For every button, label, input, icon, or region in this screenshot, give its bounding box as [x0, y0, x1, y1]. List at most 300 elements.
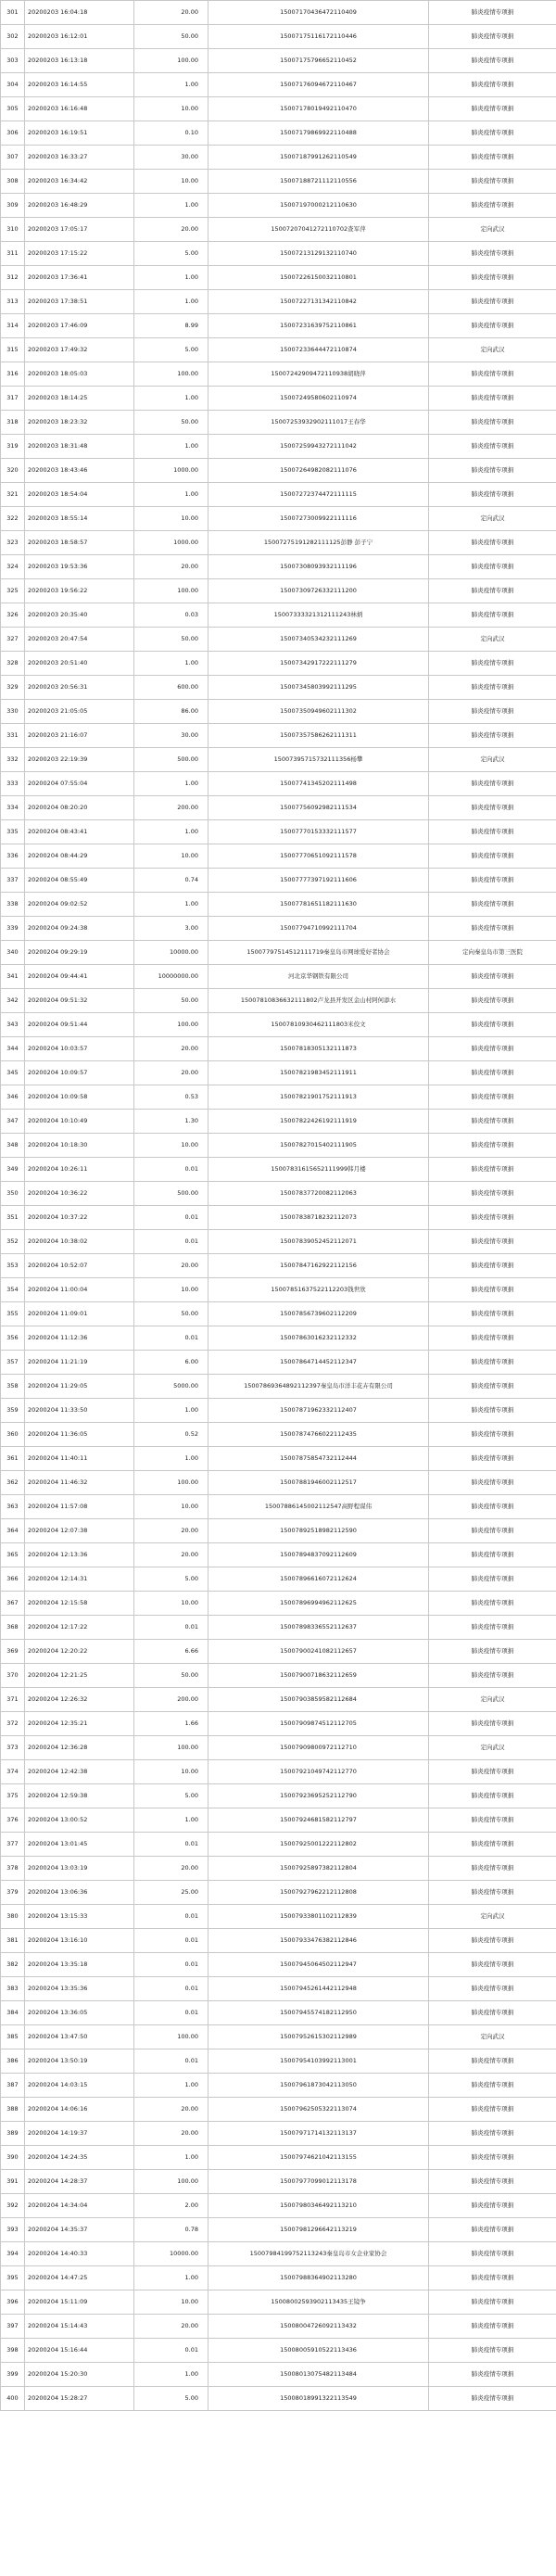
table-row	[1, 2074, 556, 2098]
table-row	[1, 1302, 556, 1326]
row-time: 20200204 12:36:28	[25, 1736, 134, 1760]
row-amount: 1.00	[134, 820, 208, 844]
row-index: 349	[1, 1158, 25, 1182]
row-purpose: 肺炎疫情专项捐	[429, 2122, 556, 2146]
row-account: 15007924681582112797	[208, 1808, 429, 1833]
row-time: 20200204 10:18:30	[25, 1134, 134, 1158]
row-purpose: 肺炎疫情专项捐	[429, 314, 556, 338]
row-account: 15007980346492113210	[208, 2194, 429, 2218]
row-purpose: 肺炎疫情专项捐	[429, 869, 556, 893]
row-index: 363	[1, 1495, 25, 1519]
row-account: 15007909874512112705	[208, 1712, 429, 1736]
table-row	[1, 97, 556, 121]
row-time: 20200204 13:47:50	[25, 2025, 134, 2049]
row-time: 20200204 10:36:22	[25, 1182, 134, 1206]
row-purpose: 肺炎疫情专项捐	[429, 2290, 556, 2315]
row-amount: 0.01	[134, 1230, 208, 1254]
row-amount: 5.00	[134, 1567, 208, 1592]
row-time: 20200204 12:17:22	[25, 1616, 134, 1640]
table-row	[1, 1543, 556, 1567]
row-amount: 1.00	[134, 387, 208, 411]
row-index: 374	[1, 1760, 25, 1784]
row-index: 321	[1, 483, 25, 507]
row-purpose: 肺炎疫情专项捐	[429, 435, 556, 459]
row-time: 20200204 09:44:41	[25, 965, 134, 989]
row-time: 20200204 13:16:10	[25, 1929, 134, 1953]
row-amount: 1000.00	[134, 459, 208, 483]
row-time: 20200204 13:03:19	[25, 1857, 134, 1881]
table-row	[1, 1977, 556, 2001]
table-row	[1, 1616, 556, 1640]
row-index: 316	[1, 362, 25, 387]
row-amount: 1.00	[134, 2266, 208, 2290]
row-time: 20200203 19:56:22	[25, 579, 134, 603]
table-row	[1, 73, 556, 97]
row-time: 20200203 20:35:40	[25, 603, 134, 628]
row-time: 20200204 08:43:41	[25, 820, 134, 844]
table-row	[1, 1423, 556, 1447]
row-time: 20200204 11:09:01	[25, 1302, 134, 1326]
row-purpose: 肺炎疫情专项捐	[429, 965, 556, 989]
row-purpose: 定向秦皇岛市第三医院	[429, 941, 556, 965]
row-purpose: 肺炎疫情专项捐	[429, 73, 556, 97]
table-row	[1, 1471, 556, 1495]
row-amount: 1.00	[134, 893, 208, 917]
row-time: 20200204 14:34:04	[25, 2194, 134, 2218]
row-index: 336	[1, 844, 25, 869]
row-account: 15007896616072112624	[208, 1567, 429, 1592]
row-account: 15007345803992111295	[208, 676, 429, 700]
row-index: 310	[1, 218, 25, 242]
row-time: 20200204 12:21:25	[25, 1664, 134, 1688]
row-account: 15007977099012113178	[208, 2170, 429, 2194]
row-time: 20200204 11:00:04	[25, 1278, 134, 1302]
row-amount: 200.00	[134, 796, 208, 820]
table-row	[1, 555, 556, 579]
table-row	[1, 170, 556, 194]
row-index: 344	[1, 1037, 25, 1061]
row-purpose: 肺炎疫情专项捐	[429, 1664, 556, 1688]
row-account: 15007863016232112332	[208, 1326, 429, 1351]
row-account: 15007827015402111905	[208, 1134, 429, 1158]
row-amount: 20.00	[134, 1519, 208, 1543]
row-account: 15008018991322113549	[208, 2387, 429, 2411]
table-row	[1, 1230, 556, 1254]
row-account: 15007170436472110409	[208, 1, 429, 25]
row-amount: 0.01	[134, 2049, 208, 2074]
row-account: 15007308093932111196	[208, 555, 429, 579]
row-purpose: 肺炎疫情专项捐	[429, 1616, 556, 1640]
table-row	[1, 989, 556, 1013]
row-time: 20200204 13:06:36	[25, 1881, 134, 1905]
row-account: 15007226150032110801	[208, 266, 429, 290]
row-amount: 10000000.00	[134, 965, 208, 989]
table-row	[1, 411, 556, 435]
row-account: 15007357586262111311	[208, 724, 429, 748]
table-row	[1, 1784, 556, 1808]
row-purpose: 肺炎疫情专项捐	[429, 266, 556, 290]
row-time: 20200204 14:06:16	[25, 2098, 134, 2122]
row-time: 20200203 20:51:40	[25, 652, 134, 676]
row-time: 20200203 16:14:55	[25, 73, 134, 97]
table-row	[1, 2387, 556, 2411]
row-amount: 0.52	[134, 1423, 208, 1447]
row-index: 371	[1, 1688, 25, 1712]
row-index: 366	[1, 1567, 25, 1592]
row-index: 317	[1, 387, 25, 411]
row-time: 20200203 22:19:39	[25, 748, 134, 772]
row-purpose: 肺炎疫情专项捐	[429, 2315, 556, 2339]
row-amount: 5000.00	[134, 1375, 208, 1399]
row-time: 20200203 16:48:29	[25, 194, 134, 218]
row-time: 20200204 14:47:25	[25, 2266, 134, 2290]
row-index: 395	[1, 2266, 25, 2290]
row-time: 20200204 08:44:29	[25, 844, 134, 869]
table-row	[1, 1953, 556, 1977]
row-amount: 10.00	[134, 170, 208, 194]
row-amount: 1.30	[134, 1110, 208, 1134]
row-index: 327	[1, 628, 25, 652]
row-purpose: 肺炎疫情专项捐	[429, 1495, 556, 1519]
table-row	[1, 1134, 556, 1158]
row-purpose: 肺炎疫情专项捐	[429, 1423, 556, 1447]
table-row	[1, 1929, 556, 1953]
row-account: 15007821983452111911	[208, 1061, 429, 1085]
row-index: 390	[1, 2146, 25, 2170]
row-account: 15007275191282111125彭静 彭子宁	[208, 531, 429, 555]
row-account: 15007233644472110874	[208, 338, 429, 362]
table-row	[1, 1881, 556, 1905]
row-time: 20200204 12:42:38	[25, 1760, 134, 1784]
row-index: 359	[1, 1399, 25, 1423]
row-amount: 20.00	[134, 1, 208, 25]
row-purpose: 肺炎疫情专项捐	[429, 2194, 556, 2218]
table-row	[1, 2315, 556, 2339]
row-purpose: 肺炎疫情专项捐	[429, 1977, 556, 2001]
row-index: 320	[1, 459, 25, 483]
table-row	[1, 2122, 556, 2146]
row-account: 15007945064502112947	[208, 1953, 429, 1977]
row-purpose: 肺炎疫情专项捐	[429, 290, 556, 314]
row-index: 330	[1, 700, 25, 724]
row-purpose: 定向武汉	[429, 2025, 556, 2049]
row-amount: 1.00	[134, 290, 208, 314]
row-purpose: 定向武汉	[429, 218, 556, 242]
row-amount: 600.00	[134, 676, 208, 700]
row-amount: 50.00	[134, 25, 208, 49]
row-time: 20200203 21:16:07	[25, 724, 134, 748]
table-row	[1, 772, 556, 796]
row-purpose: 肺炎疫情专项捐	[429, 483, 556, 507]
row-purpose: 肺炎疫情专项捐	[429, 579, 556, 603]
row-account: 15007927962212112808	[208, 1881, 429, 1905]
row-index: 357	[1, 1351, 25, 1375]
row-amount: 0.01	[134, 1953, 208, 1977]
table-row	[1, 820, 556, 844]
row-purpose: 肺炎疫情专项捐	[429, 1592, 556, 1616]
row-time: 20200204 08:20:20	[25, 796, 134, 820]
row-index: 367	[1, 1592, 25, 1616]
table-row	[1, 700, 556, 724]
row-account: 15007881946002112517	[208, 1471, 429, 1495]
row-purpose: 肺炎疫情专项捐	[429, 2363, 556, 2387]
table-row	[1, 917, 556, 941]
row-index: 399	[1, 2363, 25, 2387]
row-amount: 1.00	[134, 2074, 208, 2098]
row-amount: 0.78	[134, 2218, 208, 2242]
table-row	[1, 579, 556, 603]
row-purpose: 定向武汉	[429, 338, 556, 362]
table-row	[1, 1326, 556, 1351]
row-index: 351	[1, 1206, 25, 1230]
table-row	[1, 1857, 556, 1881]
row-amount: 6.66	[134, 1640, 208, 1664]
row-index: 304	[1, 73, 25, 97]
row-purpose: 肺炎疫情专项捐	[429, 1375, 556, 1399]
row-amount: 10.00	[134, 2290, 208, 2315]
table-row	[1, 965, 556, 989]
row-account: 15007188721112110556	[208, 170, 429, 194]
row-index: 334	[1, 796, 25, 820]
table-row	[1, 2363, 556, 2387]
row-time: 20200204 12:07:38	[25, 1519, 134, 1543]
row-account: 15007264982082111076	[208, 459, 429, 483]
row-amount: 0.01	[134, 2339, 208, 2363]
table-row	[1, 314, 556, 338]
row-time: 20200204 15:16:44	[25, 2339, 134, 2363]
row-account: 15007981296642113219	[208, 2218, 429, 2242]
row-purpose: 肺炎疫情专项捐	[429, 1134, 556, 1158]
row-index: 392	[1, 2194, 25, 2218]
row-amount: 0.01	[134, 1616, 208, 1640]
row-amount: 1.00	[134, 2146, 208, 2170]
table-row	[1, 1664, 556, 1688]
row-account: 15007933801102112839	[208, 1905, 429, 1929]
row-purpose: 肺炎疫情专项捐	[429, 362, 556, 387]
row-amount: 20.00	[134, 1543, 208, 1567]
row-time: 20200203 17:36:41	[25, 266, 134, 290]
row-index: 325	[1, 579, 25, 603]
row-index: 338	[1, 893, 25, 917]
row-amount: 50.00	[134, 989, 208, 1013]
table-row	[1, 2218, 556, 2242]
row-purpose: 肺炎疫情专项捐	[429, 121, 556, 146]
row-time: 20200204 14:35:37	[25, 2218, 134, 2242]
row-index: 322	[1, 507, 25, 531]
table-row	[1, 1061, 556, 1085]
row-purpose: 肺炎疫情专项捐	[429, 1640, 556, 1664]
row-amount: 5.00	[134, 2387, 208, 2411]
row-account: 15007253932902111017王春华	[208, 411, 429, 435]
row-time: 20200204 12:26:32	[25, 1688, 134, 1712]
row-amount: 0.01	[134, 1833, 208, 1857]
row-purpose: 肺炎疫情专项捐	[429, 1567, 556, 1592]
row-index: 326	[1, 603, 25, 628]
row-time: 20200203 16:33:27	[25, 146, 134, 170]
row-amount: 86.00	[134, 700, 208, 724]
row-amount: 1.00	[134, 194, 208, 218]
row-account: 15007259943272111042	[208, 435, 429, 459]
row-purpose: 肺炎疫情专项捐	[429, 1061, 556, 1085]
row-time: 20200203 17:38:51	[25, 290, 134, 314]
row-purpose: 肺炎疫情专项捐	[429, 170, 556, 194]
row-amount: 10.00	[134, 507, 208, 531]
row-amount: 50.00	[134, 411, 208, 435]
row-account: 15007272374472111115	[208, 483, 429, 507]
row-time: 20200204 12:20:22	[25, 1640, 134, 1664]
row-purpose: 肺炎疫情专项捐	[429, 1302, 556, 1326]
row-index: 333	[1, 772, 25, 796]
row-account: 15007770651092111578	[208, 844, 429, 869]
row-account: 15007179869922110488	[208, 121, 429, 146]
row-account: 15007847162922112156	[208, 1254, 429, 1278]
row-time: 20200204 15:14:43	[25, 2315, 134, 2339]
row-time: 20200203 18:14:25	[25, 387, 134, 411]
row-index: 347	[1, 1110, 25, 1134]
row-purpose: 肺炎疫情专项捐	[429, 2098, 556, 2122]
row-time: 20200204 12:59:38	[25, 1784, 134, 1808]
row-account: 15007988364902113280	[208, 2266, 429, 2290]
row-account: 15007984199752113243秦皇岛市女企业家协会	[208, 2242, 429, 2266]
row-time: 20200203 20:47:54	[25, 628, 134, 652]
row-amount: 0.01	[134, 1977, 208, 2001]
row-time: 20200203 18:31:48	[25, 435, 134, 459]
row-index: 382	[1, 1953, 25, 1977]
row-account: 15007818305132111873	[208, 1037, 429, 1061]
row-time: 20200203 18:54:04	[25, 483, 134, 507]
row-account: 15007309726332111200	[208, 579, 429, 603]
row-index: 384	[1, 2001, 25, 2025]
row-index: 343	[1, 1013, 25, 1037]
table-row	[1, 2146, 556, 2170]
row-purpose: 定向武汉	[429, 1905, 556, 1929]
row-index: 381	[1, 1929, 25, 1953]
row-time: 20200204 09:51:44	[25, 1013, 134, 1037]
row-purpose: 肺炎疫情专项捐	[429, 459, 556, 483]
row-amount: 10.00	[134, 97, 208, 121]
row-index: 314	[1, 314, 25, 338]
row-account: 15007821901752111913	[208, 1085, 429, 1110]
row-purpose: 肺炎疫情专项捐	[429, 676, 556, 700]
table-row	[1, 1375, 556, 1399]
row-account: 15007864714452112347	[208, 1351, 429, 1375]
row-amount: 30.00	[134, 724, 208, 748]
table-row	[1, 459, 556, 483]
row-time: 20200204 13:36:05	[25, 2001, 134, 2025]
row-time: 20200203 17:05:17	[25, 218, 134, 242]
table-row	[1, 941, 556, 965]
row-amount: 20.00	[134, 2098, 208, 2122]
row-purpose: 肺炎疫情专项捐	[429, 700, 556, 724]
row-index: 305	[1, 97, 25, 121]
row-index: 370	[1, 1664, 25, 1688]
row-account: 15007242909472110938胡晓萍	[208, 362, 429, 387]
table-row	[1, 2098, 556, 2122]
row-time: 20200203 20:56:31	[25, 676, 134, 700]
row-purpose: 肺炎疫情专项捐	[429, 1351, 556, 1375]
row-index: 378	[1, 1857, 25, 1881]
row-amount: 0.01	[134, 2001, 208, 2025]
row-account: 15007898336552112637	[208, 1616, 429, 1640]
row-account: 15007925897382112804	[208, 1857, 429, 1881]
table-row	[1, 507, 556, 531]
row-purpose: 肺炎疫情专项捐	[429, 1833, 556, 1857]
row-index: 385	[1, 2025, 25, 2049]
table-row	[1, 49, 556, 73]
row-account: 15007273009922111116	[208, 507, 429, 531]
table-row	[1, 748, 556, 772]
row-amount: 5.00	[134, 1784, 208, 1808]
row-index: 303	[1, 49, 25, 73]
row-time: 20200204 13:00:52	[25, 1808, 134, 1833]
row-account: 15008013075482113484	[208, 2363, 429, 2387]
table-row	[1, 1495, 556, 1519]
table-row	[1, 218, 556, 242]
row-account: 15007925001222112802	[208, 1833, 429, 1857]
row-index: 346	[1, 1085, 25, 1110]
row-index: 323	[1, 531, 25, 555]
row-amount: 20.00	[134, 1857, 208, 1881]
table-row	[1, 1110, 556, 1134]
table-row	[1, 796, 556, 820]
row-time: 20200204 10:09:57	[25, 1061, 134, 1085]
row-time: 20200204 14:24:35	[25, 2146, 134, 2170]
row-time: 20200204 14:03:15	[25, 2074, 134, 2098]
row-purpose: 肺炎疫情专项捐	[429, 1326, 556, 1351]
row-account: 河北京华钢铁有限公司	[208, 965, 429, 989]
table-row	[1, 266, 556, 290]
table-row	[1, 146, 556, 170]
row-amount: 10.00	[134, 1495, 208, 1519]
row-time: 20200204 11:57:08	[25, 1495, 134, 1519]
row-amount: 0.74	[134, 869, 208, 893]
row-purpose: 肺炎疫情专项捐	[429, 1230, 556, 1254]
row-account: 15007187991262110549	[208, 146, 429, 170]
row-index: 397	[1, 2315, 25, 2339]
row-purpose: 肺炎疫情专项捐	[429, 1857, 556, 1881]
row-amount: 1.00	[134, 1399, 208, 1423]
table-row	[1, 1399, 556, 1423]
row-index: 353	[1, 1254, 25, 1278]
table-row	[1, 25, 556, 49]
row-time: 20200204 13:01:45	[25, 1833, 134, 1857]
row-purpose: 肺炎疫情专项捐	[429, 1929, 556, 1953]
row-amount: 25.00	[134, 1881, 208, 1905]
table-row	[1, 652, 556, 676]
row-index: 328	[1, 652, 25, 676]
row-purpose: 肺炎疫情专项捐	[429, 1, 556, 25]
row-index: 311	[1, 242, 25, 266]
row-purpose: 肺炎疫情专项捐	[429, 411, 556, 435]
table-row	[1, 194, 556, 218]
row-account: 15007875854732112444	[208, 1447, 429, 1471]
row-account: 15007756092982111534	[208, 796, 429, 820]
row-purpose: 定向武汉	[429, 628, 556, 652]
row-purpose: 肺炎疫情专项捐	[429, 772, 556, 796]
table-row	[1, 1158, 556, 1182]
row-index: 361	[1, 1447, 25, 1471]
row-amount: 10000.00	[134, 941, 208, 965]
row-amount: 0.01	[134, 1929, 208, 1953]
row-time: 20200204 11:46:32	[25, 1471, 134, 1495]
row-time: 20200204 14:40:33	[25, 2242, 134, 2266]
row-index: 396	[1, 2290, 25, 2315]
row-time: 20200204 11:36:05	[25, 1423, 134, 1447]
row-time: 20200204 12:15:58	[25, 1592, 134, 1616]
row-account: 15007197000212110630	[208, 194, 429, 218]
row-purpose: 肺炎疫情专项捐	[429, 2146, 556, 2170]
row-amount: 10.00	[134, 1760, 208, 1784]
